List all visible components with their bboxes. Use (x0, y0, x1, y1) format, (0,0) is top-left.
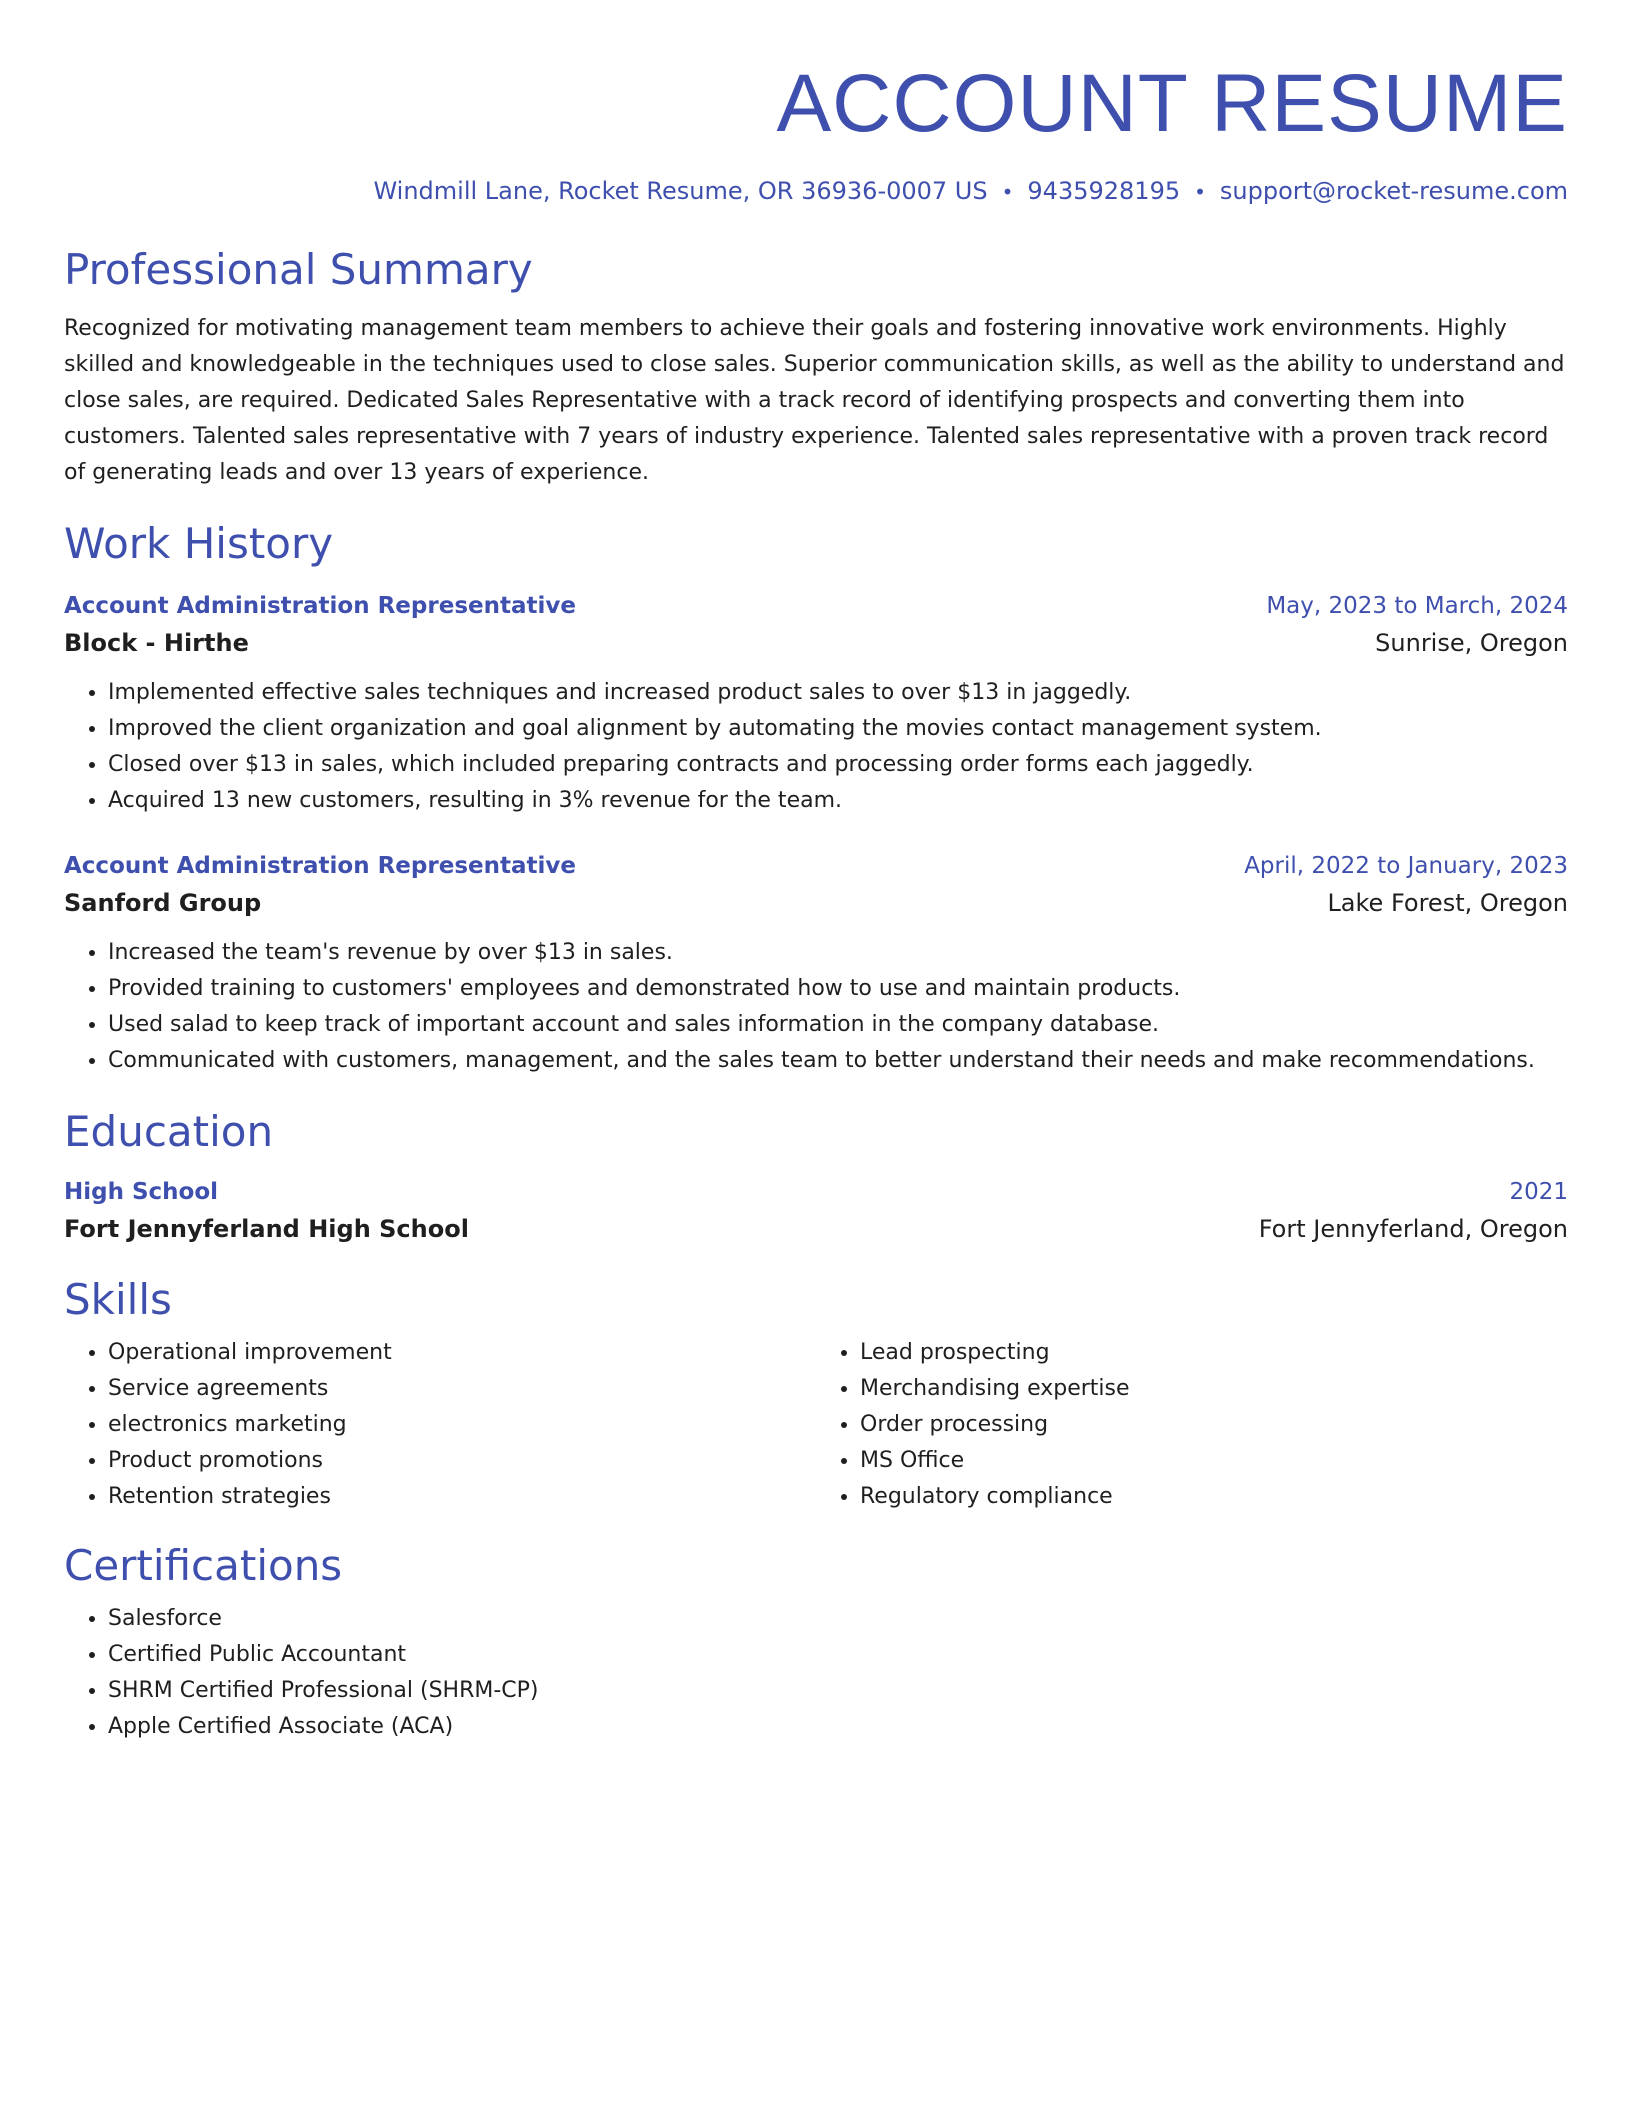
education-degree: High School (64, 1179, 219, 1205)
contact-line (64, 174, 1568, 209)
skill-item: • Merchandising expertise (860, 1371, 1568, 1407)
job-bullet: • Increased the team's revenue by over $13 in sales. (108, 935, 1568, 971)
contact-email[interactable]: support@rocket-resume.com (1219, 177, 1568, 205)
skill-item: • Service agreements (108, 1371, 816, 1407)
job-entry (64, 589, 1568, 819)
skill-item: • Lead prospecting (860, 1335, 1568, 1371)
job-dates: May, 2023 to March, 2024 (1266, 593, 1568, 619)
skills-section (64, 1273, 1568, 1515)
job-bullet: • Provided training to customers' employees and demonstrated how to use and maintain products. (108, 971, 1568, 1007)
job-bullet: • Implemented effective sales techniques and increased product sales to over $13 in jaggedly. (108, 675, 1568, 711)
work-history-section (64, 517, 1568, 1079)
certification-item: • Salesforce (108, 1601, 1568, 1637)
separator-dot: • (1194, 180, 1206, 204)
job-entry (64, 849, 1568, 1079)
job-location: Lake Forest, Oregon (1327, 889, 1568, 917)
education-section (64, 1105, 1568, 1249)
job-company: Block - Hirthe (64, 629, 249, 657)
work-history-heading: Work History (64, 519, 334, 568)
job-bullet: • Used salad to keep track of important account and sales information in the company database. (108, 1007, 1568, 1043)
job-bullet: • Acquired 13 new customers, resulting in 3% revenue for the team. (108, 783, 1568, 819)
skills-heading: Skills (64, 1275, 172, 1324)
skill-item: • Operational improvement (108, 1335, 816, 1371)
skill-item: • Regulatory compliance (860, 1479, 1568, 1515)
education-year: 2021 (1509, 1179, 1568, 1205)
job-bullets (64, 675, 1568, 819)
skills-columns (64, 1335, 1568, 1515)
certification-item: • Certified Public Accountant (108, 1637, 1568, 1673)
certification-item: • Apple Certified Associate (ACA) (108, 1709, 1568, 1745)
summary-heading: Professional Summary (64, 245, 533, 294)
job-title: Account Administration Representative (64, 593, 576, 619)
job-bullet: • Improved the client organization and goal alignment by automating the movies contact management system. (108, 711, 1568, 747)
job-location: Sunrise, Oregon (1375, 629, 1568, 657)
certifications-list (64, 1601, 1568, 1745)
job-bullet: • Closed over $13 in sales, which included preparing contracts and processing order forms each jaggedly. (108, 747, 1568, 783)
resume-title: ACCOUNT RESUME (776, 58, 1568, 149)
summary-section (64, 243, 1568, 491)
certifications-section (64, 1539, 1568, 1745)
contact-phone: 9435928195 (1027, 177, 1181, 205)
summary-text: Recognized for motivating management team members to achieve their goals and fostering innovative work environments. Highly skilled and knowledgeable in the techniques used to close sales. Superior communication skills, as well as the ability to understand and close sales, are required. Dedicated Sales Representative with a track record of identifying prospects and converting them into customers. Talented sales representative with 7 years of industry experience. Talented sales representative with a proven track record of generating leads and over 13 years of experience. (64, 316, 1565, 485)
job-company: Sanford Group (64, 889, 262, 917)
job-title: Account Administration Representative (64, 853, 576, 879)
education-entry (64, 1175, 1568, 1249)
job-bullet: • Communicated with customers, management, and the sales team to better understand their needs and make recommendations. (108, 1043, 1568, 1079)
contact-address: Windmill Lane, Rocket Resume, OR 36936-0007 US (373, 177, 988, 205)
resume-header (64, 56, 1568, 209)
education-location: Fort Jennyferland, Oregon (1258, 1215, 1568, 1243)
skill-item: • MS Office (860, 1443, 1568, 1479)
skill-item: • Product promotions (108, 1443, 816, 1479)
skill-item: • Retention strategies (108, 1479, 816, 1515)
skill-item: • electronics marketing (108, 1407, 816, 1443)
certification-item: • SHRM Certified Professional (SHRM-CP) (108, 1673, 1568, 1709)
certifications-heading: Certifications (64, 1541, 343, 1590)
skills-list-right (816, 1335, 1568, 1515)
education-school: Fort Jennyferland High School (64, 1215, 469, 1243)
skill-item: • Order processing (860, 1407, 1568, 1443)
job-bullets (64, 935, 1568, 1079)
skills-list-left (64, 1335, 816, 1515)
job-dates: April, 2022 to January, 2023 (1244, 853, 1568, 879)
education-heading: Education (64, 1107, 274, 1156)
separator-dot: • (1001, 180, 1014, 204)
